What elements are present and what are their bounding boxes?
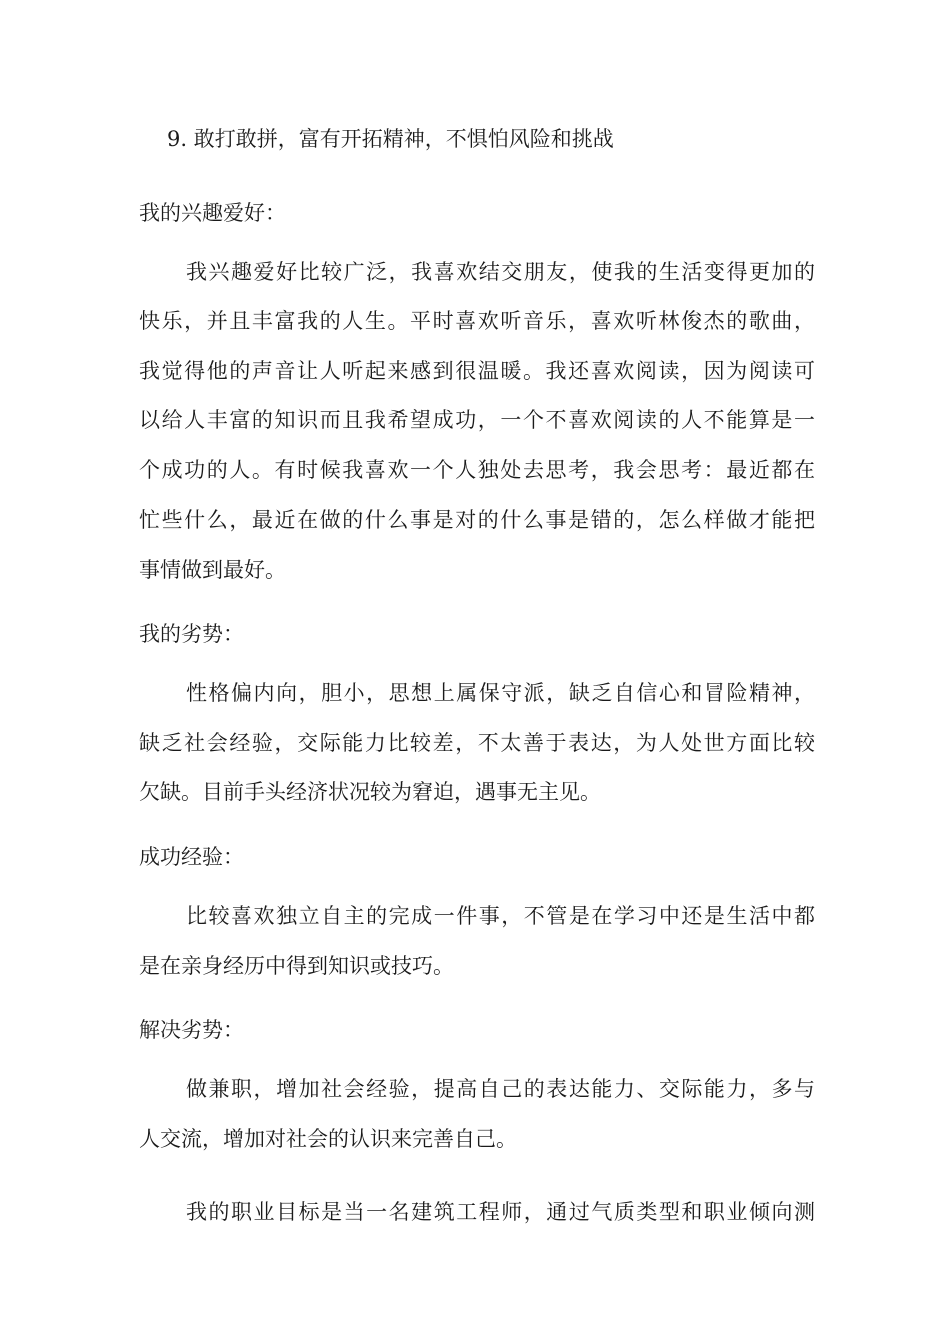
paragraph-line: 快乐，并且丰富我的人生。平时喜欢听音乐，喜欢听林俊杰的歌曲， [139, 309, 815, 333]
heading-weakness: 我的劣势： [139, 622, 244, 646]
paragraph-line: 忙些什么，最近在做的什么事是对的什么事是错的，怎么样做才能把 [139, 508, 815, 532]
paragraph-line: 事情做到最好。 [139, 558, 286, 582]
heading-solution: 解决劣势： [139, 1018, 244, 1042]
paragraph-line: 是在亲身经历中得到知识或技巧。 [139, 954, 454, 978]
paragraph-line: 欠缺。目前手头经济状况较为窘迫，遇事无主见。 [139, 780, 601, 804]
heading-hobbies: 我的兴趣爱好： [139, 201, 286, 225]
paragraph-line: 缺乏社会经验，交际能力比较差，不太善于表达，为人处世方面比较 [139, 731, 815, 755]
paragraph-line: 做兼职，增加社会经验，提高自己的表达能力、交际能力，多与 [186, 1077, 815, 1101]
list-item-9: 9. 敢打敢拼，富有开拓精神，不惧怕风险和挑战 [167, 127, 614, 151]
paragraph-line: 比较喜欢独立自主的完成一件事，不管是在学习中还是生活中都 [186, 904, 815, 928]
paragraph-line: 个成功的人。有时候我喜欢一个人独处去思考，我会思考：最近都在 [139, 458, 815, 482]
paragraph-line: 我兴趣爱好比较广泛，我喜欢结交朋友，使我的生活变得更加的 [186, 260, 815, 284]
paragraph-line: 性格偏内向，胆小，思想上属保守派，缺乏自信心和冒险精神， [186, 681, 815, 705]
paragraph-line: 我的职业目标是当一名建筑工程师，通过气质类型和职业倾向测 [186, 1200, 815, 1224]
paragraph-line: 人交流，增加对社会的认识来完善自己。 [139, 1127, 517, 1151]
heading-success: 成功经验： [139, 845, 244, 869]
paragraph-line: 我觉得他的声音让人听起来感到很温暖。我还喜欢阅读，因为阅读可 [139, 359, 815, 383]
paragraph-line: 以给人丰富的知识而且我希望成功，一个不喜欢阅读的人不能算是一 [139, 408, 815, 432]
